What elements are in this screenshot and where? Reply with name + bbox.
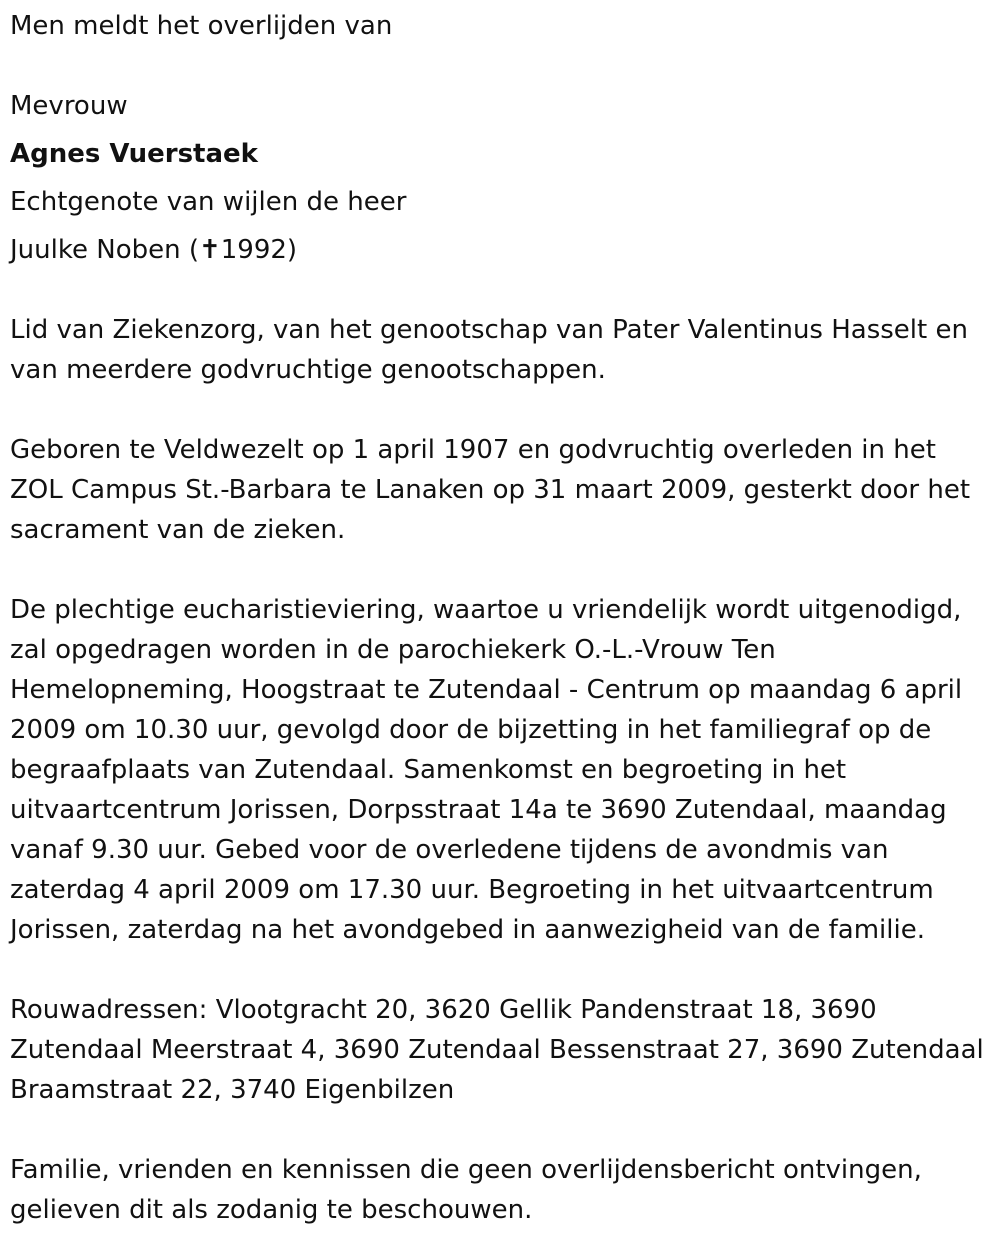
funeral-details-paragraph: De plechtige eucharistieviering, waartoe u vriendelijk wordt uitgenodigd, zal opgedragen worden in de parochiekerk O.-L.-Vrouw Ten Hemelopneming, Hoogstraat te Zutendaal - Centrum op maandag 6 april 2009 om 10.30 uur, gevolgd door de bijzetting in het familiegraf op de begraafplaats van Zutendaal. Samenkomst en begroeting in het uitvaartcentrum Jorissen, Dorpsstraat 14a te 3690 Zutendaal, maandag vanaf 9.30 uur. Gebed voor de overledene tijdens de avondmis van zaterdag 4 april 2009 om 17.30 uur. Begroeting in het uitvaartcentrum Jorissen, zaterdag na het avondgebed in aanwezigheid van de familie. [10,595,963,945]
closing-paragraph: Familie, vrienden en kennissen die geen overlijdensbericht ontvingen, gelieven dit als zodanig te beschouwen. [10,1155,922,1225]
notice-intro: Men meldt het overlijden van [10,11,393,41]
spouse-line-1: Echtgenote van wijlen de heer [10,187,407,217]
deceased-title: Mevrouw [10,91,128,121]
spouse-line-2: Juulke Noben (✝1992) [10,235,298,265]
birth-death-paragraph: Geboren te Veldwezelt op 1 april 1907 en godvruchtig overleden in het ZOL Campus St.-Barbara te Lanaken op 31 maart 2009, gesterkt door het sacrament van de zieken. [10,435,971,545]
deceased-name: Agnes Vuerstaek [10,139,258,169]
memberships-paragraph: Lid van Ziekenzorg, van het genootschap van Pater Valentinus Hasselt en van meerdere godvruchtige genootschappen. [10,315,968,385]
condolence-addresses-paragraph: Rouwadressen: Vlootgracht 20, 3620 Gellik Pandenstraat 18, 3690 Zutendaal Meerstraat 4, 3690 Zutendaal Bessenstraat 27, 3690 Zutendaal Braamstraat 22, 3740 Eigenbilzen [10,995,984,1105]
